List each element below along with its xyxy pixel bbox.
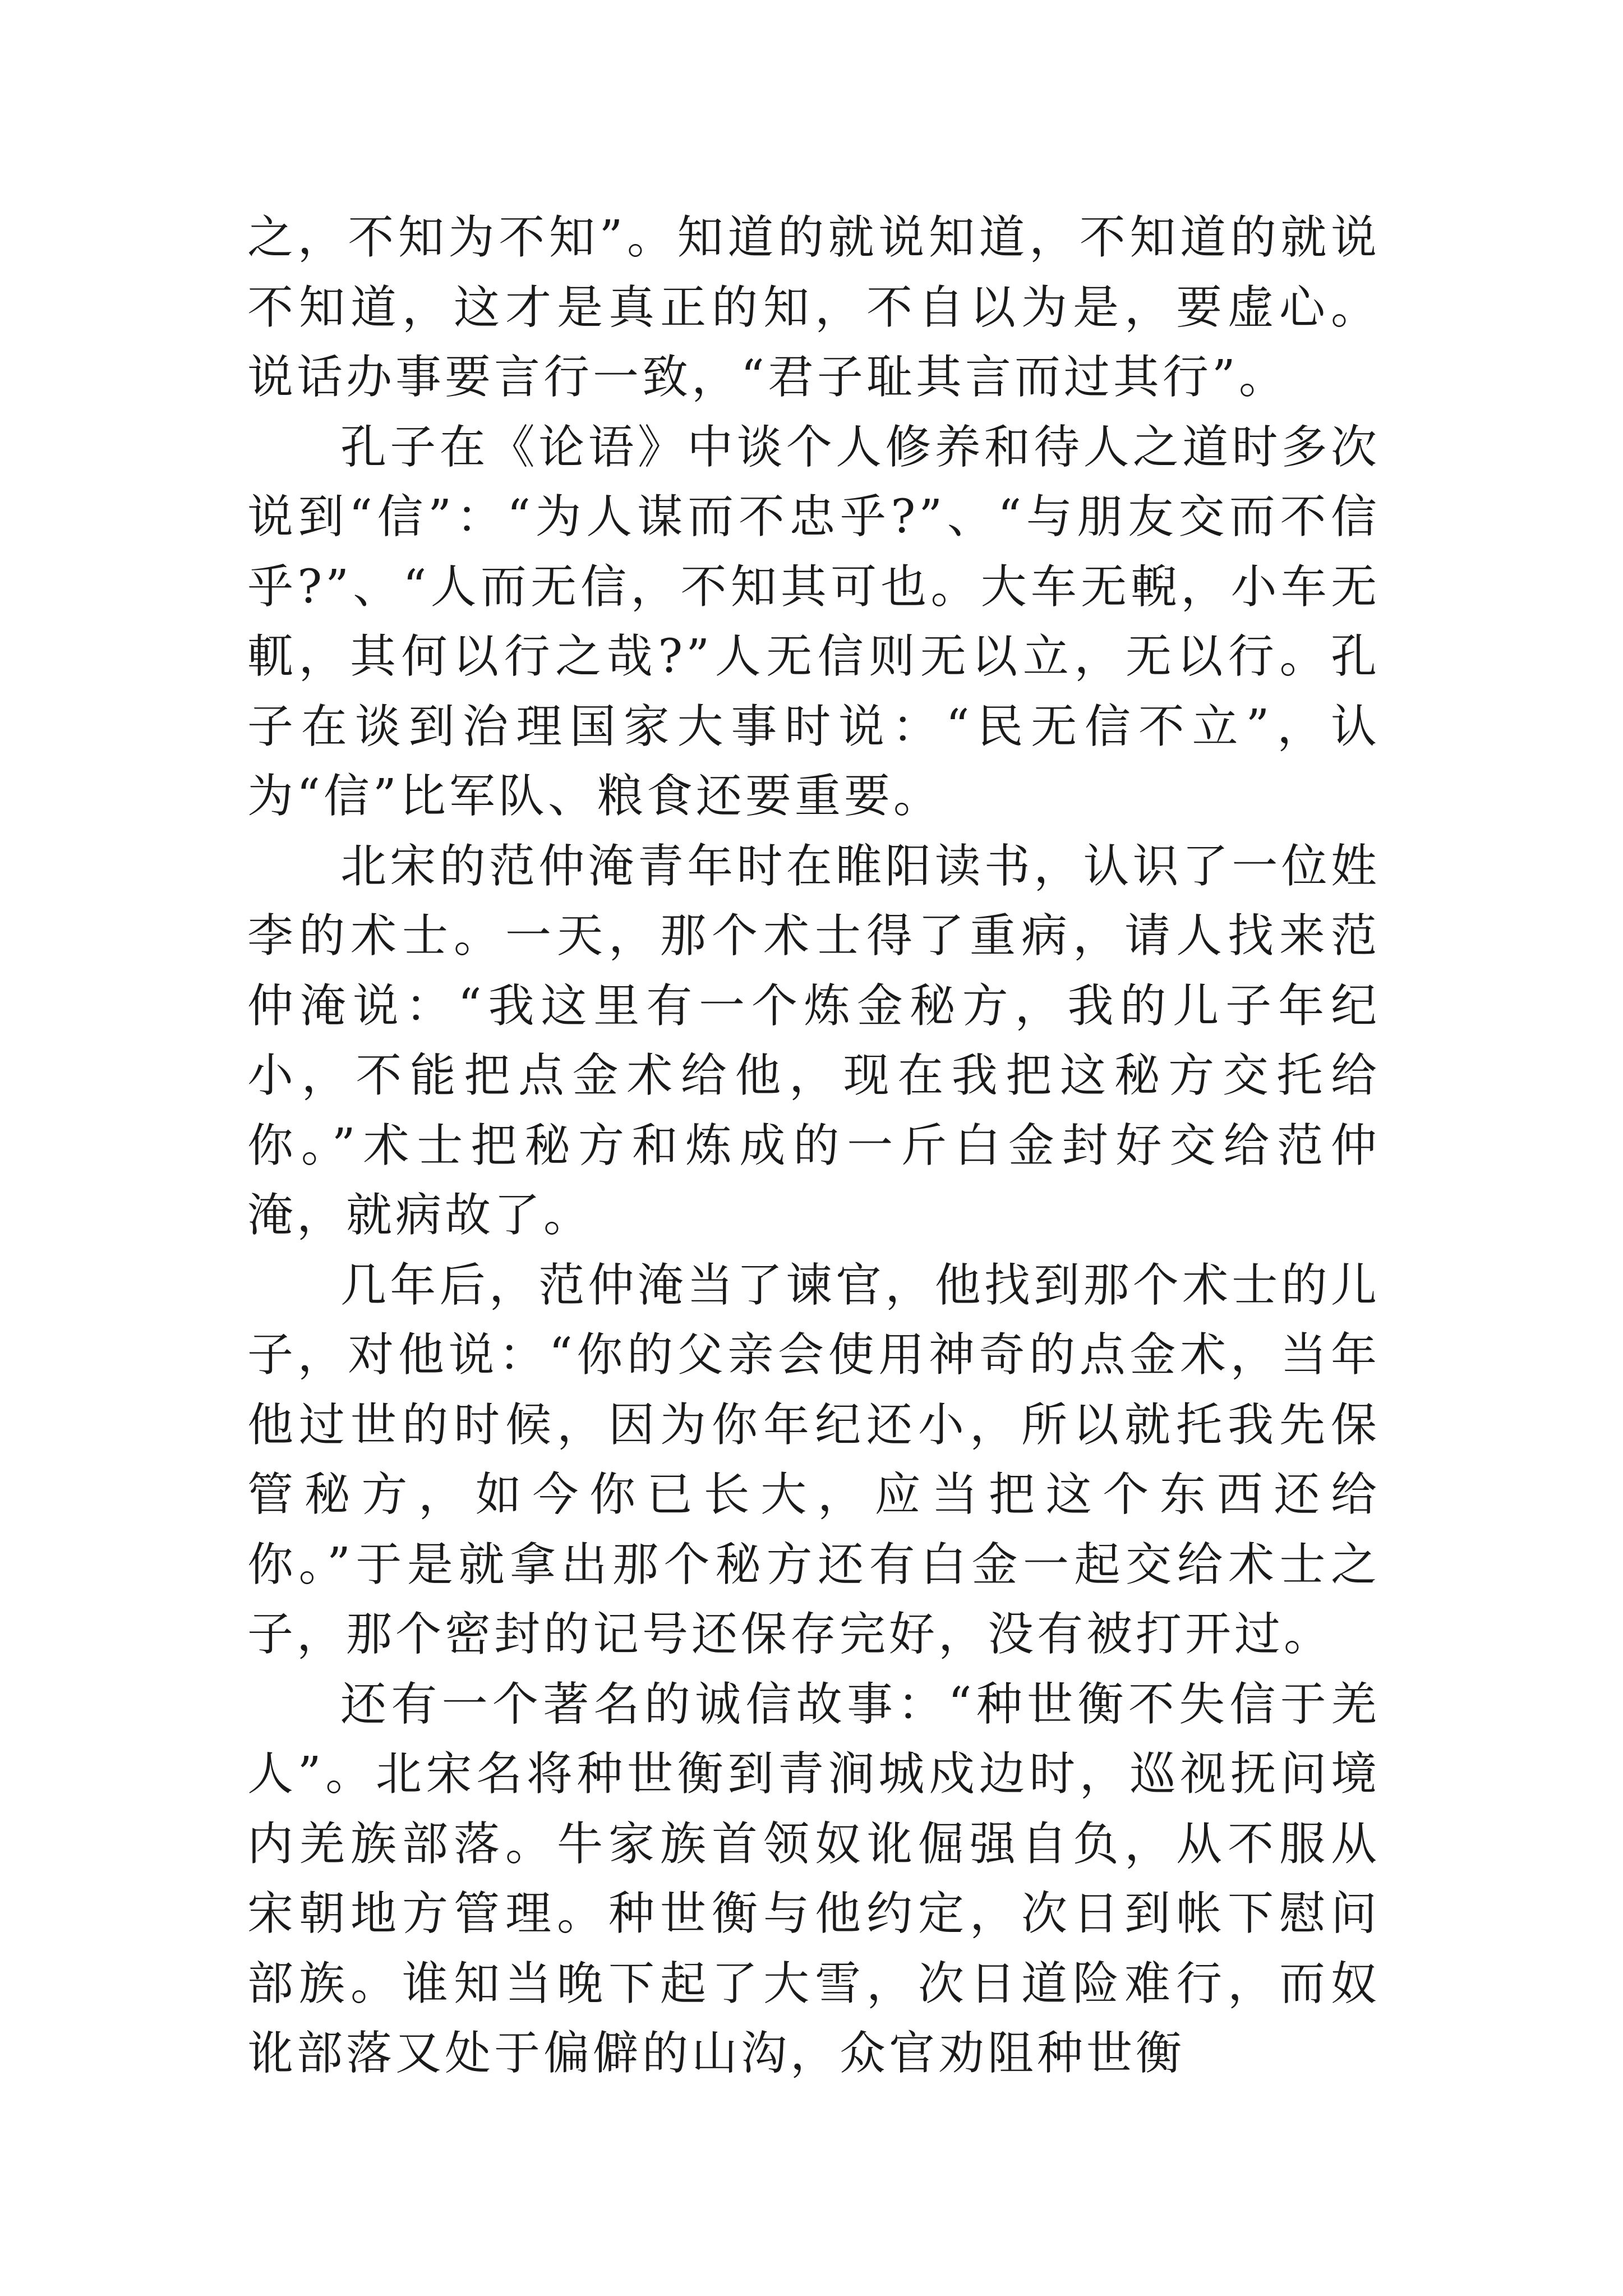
paragraph-3: 北宋的范仲淹青年时在睢阳读书，认识了一位姓李的术士。一天，那个术士得了重病，请人找来范仲淹说：“我这里有一个炼金秘方，我的儿子年纪小，不能把点金术给他，现在我把这秘方交托给你。”术士把秘方和炼成的一斤白金封好交给范仲淹，就病故了。 [247,839,1380,1242]
paragraph-4: 几年后，范仲淹当了谏官，他找到那个术士的儿子，对他说：“你的父亲会使用神奇的点金术，当年他过世的时候，因为你年纪还小，所以就托我先保管秘方，如今你已长大，应当把这个东西还给你。”于是就拿出那个秘方还有白金一起交给术士之子，那个密封的记号还保存完好，没有被打开过。 [247,1258,1380,1661]
document-body [247,203,1380,2089]
paragraph-2: 孔子在《论语》中谈个人修养和待人之道时多次说到“信”：“为人谋而不忠乎?”、“与朋友交而不信乎?”、“人而无信，不知其可也。大车无輗，小车无軏，其何以行之哉?”人无信则无以立，无以行。孔子在谈到治理国家大事时说：“民无信不立”，认为“信”比军队、粮食还要重要。 [247,420,1380,823]
paragraph-5: 还有一个著名的诚信故事：“种世衡不失信于羌人”。北宋名将种世衡到青涧城戍边时，巡视抚问境内羌族部落。牛家族首领奴讹倔强自负，从不服从宋朝地方管理。种世衡与他约定，次日到帐下慰问部族。谁知当晚下起了大雪，次日道险难行，而奴讹部落又处于偏僻的山沟，众官劝阻种世衡 [247,1677,1380,2080]
paragraph-1: 之，不知为不知”。知道的就说知道，不知道的就说不知道，这才是真正的知，不自以为是，要虚心。说话办事要言行一致，“君子耻其言而过其行”。 [247,211,1380,404]
